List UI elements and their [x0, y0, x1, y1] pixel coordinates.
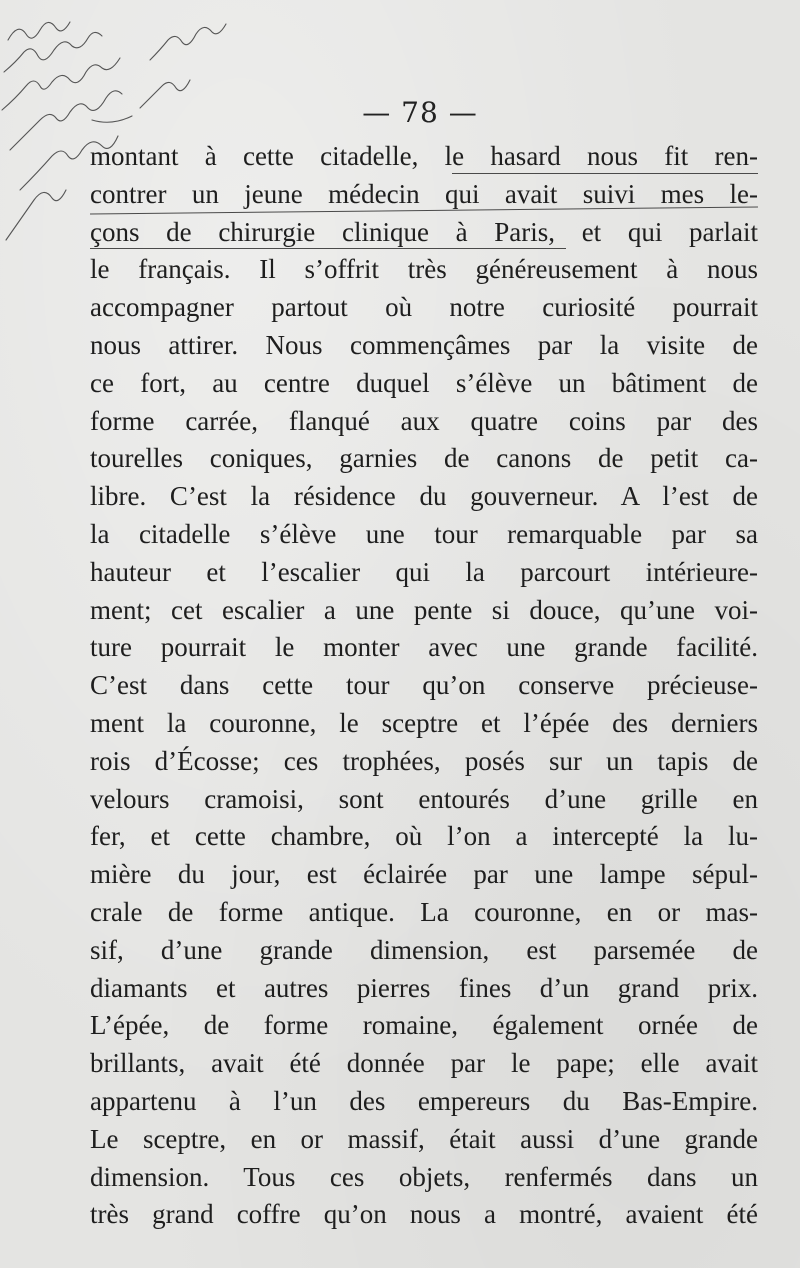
handwriting-stroke	[6, 190, 66, 240]
text-line: appartenu à l’un des empereurs du Bas-Empire.	[90, 1085, 758, 1116]
text-line: sif, d’une grande dimension, est parsemée de	[90, 934, 758, 965]
text-line: le français. Il s’offrit très généreusement à nous	[90, 254, 758, 285]
text-line: crale de forme antique. La couronne, en or mas-	[90, 896, 758, 927]
text-line: rois d’Écosse; ces trophées, posés sur un tapis de	[90, 745, 758, 776]
body-text	[90, 138, 758, 1234]
text-line: la citadelle s’élève une tour remarquable par sa	[90, 518, 758, 549]
text-line: L’épée, de forme romaine, également ornée de	[90, 1010, 758, 1041]
handwriting-stroke	[140, 80, 190, 108]
text-line: velours cramoisi, sont entourés d’une grille en	[90, 783, 758, 814]
text-line: C’est dans cette tour qu’on conserve précieuse-	[90, 670, 758, 701]
text-line: ment; cet escalier a une pente si douce, qu’une voi-	[90, 594, 758, 625]
text-line: Le sceptre, en or massif, était aussi d’une grande	[90, 1123, 758, 1154]
handwriting-stroke	[150, 24, 226, 60]
handwriting-stroke	[4, 32, 102, 72]
text-line: contrer un jeune médecin qui avait suivi mes le-	[90, 178, 758, 209]
handwriting-stroke	[92, 116, 132, 122]
text-line: fer, et cette chambre, où l’on a intercepté la lu-	[90, 821, 758, 852]
text-line: dimension. Tous ces objets, renfermés dans un	[90, 1161, 758, 1192]
text-line: accompagner partout où notre curiosité pourrait	[90, 292, 758, 323]
text-line: ment la couronne, le sceptre et l’épée des derniers	[90, 707, 758, 738]
page-number: — 78 —	[362, 96, 478, 129]
text-line: ce fort, au centre duquel s’élève un bâtiment de	[90, 367, 758, 398]
text-line: nous attirer. Nous commençâmes par la visite de	[90, 329, 758, 360]
text-line: hauteur et l’escalier qui la parcourt intérieure-	[90, 556, 758, 587]
text-line: tourelles coniques, garnies de canons de petit ca-	[90, 443, 758, 474]
text-line: çons de chirurgie clinique à Paris, et qui parlait	[90, 216, 758, 247]
text-line: mière du jour, est éclairée par une lampe sépul-	[90, 859, 758, 890]
handwriting-stroke	[8, 22, 70, 40]
text-line: très grand coffre qu’on nous a montré, avaient été	[90, 1199, 758, 1230]
text-line: libre. C’est la résidence du gouverneur. A l’est de	[90, 481, 758, 512]
text-line: brillants, avait été donnée par le pape; elle avait	[90, 1048, 758, 1079]
handwriting-stroke	[2, 58, 120, 110]
text-line: ture pourrait le monter avec une grande facilité.	[90, 632, 758, 663]
text-line: montant à cette citadelle, le hasard nous fit ren-	[90, 141, 758, 171]
text-line: diamants et autres pierres fines d’un grand prix.	[90, 972, 758, 1003]
text-line: forme carrée, flanqué aux quatre coins par des	[90, 405, 758, 436]
